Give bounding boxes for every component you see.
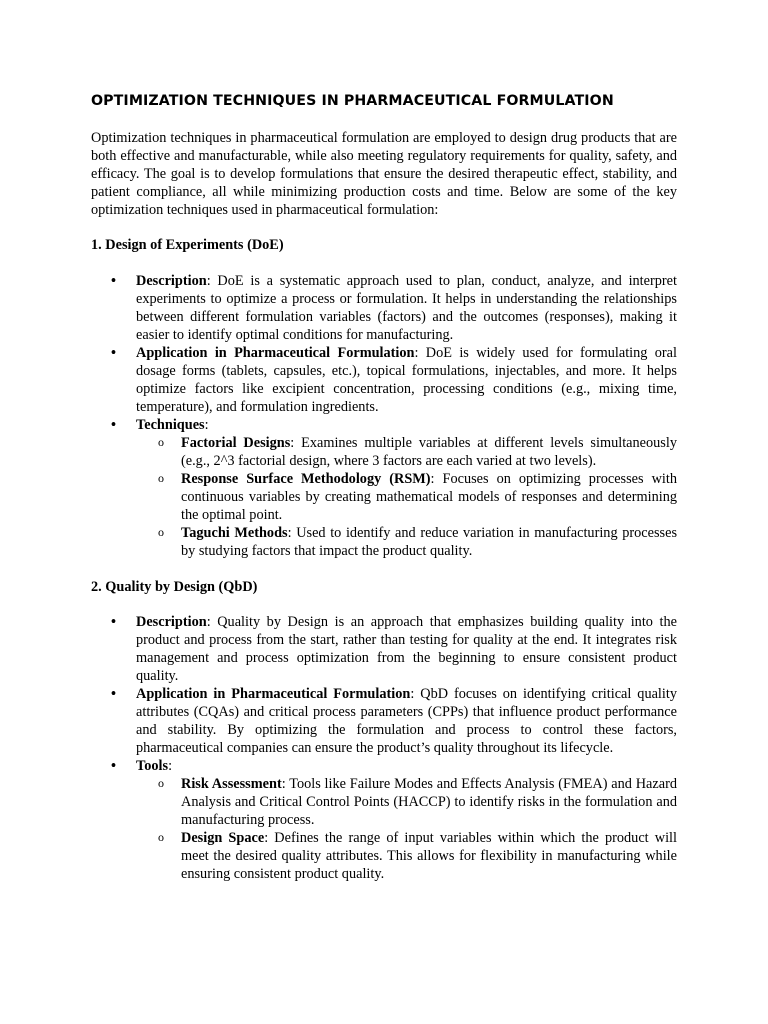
document-title: OPTIMIZATION TECHNIQUES IN PHARMACEUTICAL FORMULATION [91,93,614,109]
subitem-term: Taguchi Methods [181,525,288,541]
subitem-text: : Used to identify and reduce variation in manufacturing processes by studying factors that impact the product quality. [181,525,678,559]
item-text: : [204,417,209,433]
qbd-item-application [91,685,677,757]
item-text: : [168,758,173,774]
qbd-bullet-list [91,613,677,883]
item-term: Description [136,273,207,289]
bullet-marker: • [111,686,117,702]
doe-subitem-factorial [91,434,677,470]
bullet-marker: • [111,345,117,361]
section-heading-doe: 1. Design of Experiments (DoE) [91,237,284,253]
qbd-subitem-design-space [91,829,677,883]
item-term: Application in Pharmaceutical Formulation [136,345,415,361]
bullet-marker: • [111,273,117,289]
bullet-marker: • [111,758,117,774]
qbd-item-description [91,613,677,685]
qbd-subitem-risk-assessment [91,775,677,829]
sub-bullet-marker: o [158,471,164,485]
subitem-term: Factorial Designs [181,435,291,451]
doe-subitem-taguchi [91,524,677,560]
item-text: : Quality by Design is an approach that emphasizes building quality into the product and process from the start, rather than testing for quality at the end. It integrates risk management and process optimization from the beginning to ensure consistent product quality. [136,614,677,684]
doe-bullet-list [91,272,677,560]
item-term: Application in Pharmaceutical Formulation [136,686,411,702]
item-term: Description [136,614,207,630]
sub-bullet-marker: o [158,830,164,844]
sub-bullet-marker: o [158,776,164,790]
item-text: : DoE is a systematic approach used to plan, conduct, analyze, and interpret experiments to optimize a process or formulation. It helps in understanding the relationships between different formulation variables (factors) and the outcomes (responses), making it easier to identify optimal conditions for manufacturing. [136,273,677,343]
subitem-text: : Tools like Failure Modes and Effects Analysis (FMEA) and Hazard Analysis and Critical Control Points (HACCP) to identify risks in the formulation and manufacturing process. [181,776,677,828]
sub-bullet-marker: o [158,435,164,449]
item-term: Techniques [136,417,205,433]
item-text: : DoE is widely used for formulating oral dosage forms (tablets, capsules, etc.), topical formulations, injectables, and more. It helps optimize factors like excipient concentration, processing conditions (e.g., mixing time, temperature), and formulation ingredients. [136,345,678,415]
qbd-item-tools [91,757,677,775]
subitem-text: : Focuses on optimizing processes with continuous variables by creating mathematical models of responses and determining the optimal point. [181,471,678,523]
doe-item-techniques [91,416,677,434]
doe-subitem-rsm [91,470,677,524]
section-heading-qbd: 2. Quality by Design (QbD) [91,579,258,595]
intro-paragraph: Optimization techniques in pharmaceutical formulation are employed to design drug products that are both effective and manufacturable, while also meeting regulatory requirements for quality, safety, and efficacy. The goal is to develop formulations that ensure the desired therapeutic effect, stability, and patient compliance, all while minimizing production costs and time. Below are some of the key optimization techniques used in pharmaceutical formulation: [91,130,677,218]
bullet-marker: • [111,417,117,433]
item-text: : QbD focuses on identifying critical quality attributes (CQAs) and critical process parameters (CPPs) that influence product performance and stability. By optimizing the formulation and process to control these factors, pharmaceutical companies can ensure the product’s quality throughout its lifecycle. [136,686,677,756]
subitem-text: : Defines the range of input variables within which the product will meet the desired quality attributes. This allows for flexibility in manufacturing while ensuring consistent product quality. [181,830,677,882]
subitem-term: Risk Assessment [181,776,282,792]
item-term: Tools [136,758,169,774]
subitem-term: Design Space [181,830,265,846]
doe-item-application [91,344,677,416]
bullet-marker: • [111,614,117,630]
sub-bullet-marker: o [158,525,164,539]
subitem-text: : Examines multiple variables at different levels simultaneously (e.g., 2^3 factorial design, where 3 factors are each varied at two levels). [181,435,677,469]
doe-item-description [91,272,677,344]
subitem-term: Response Surface Methodology (RSM) [181,471,431,487]
